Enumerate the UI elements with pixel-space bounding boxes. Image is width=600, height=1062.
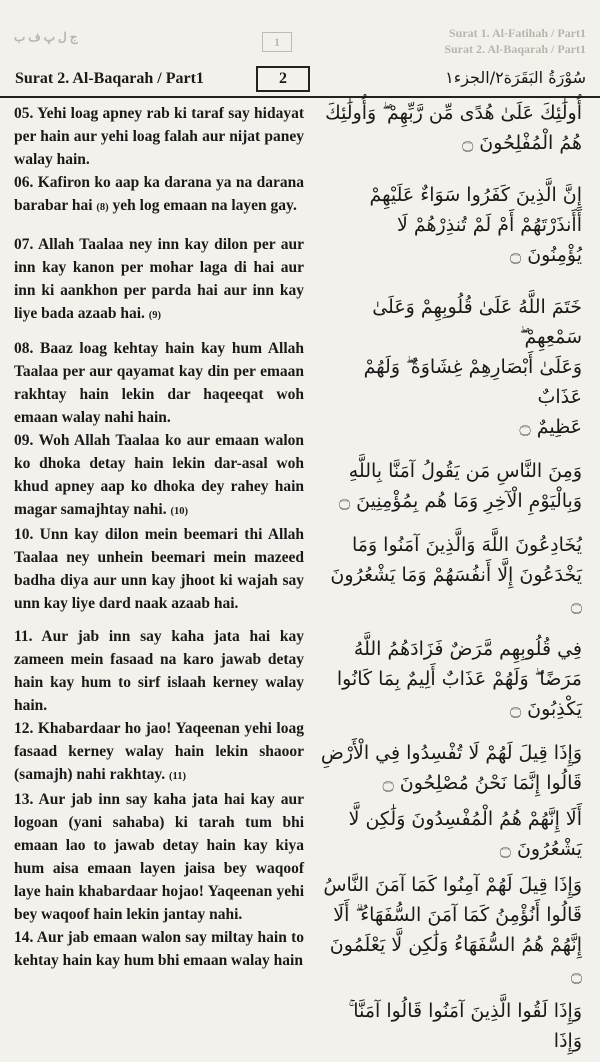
arabic-line: وَإِذَا قِيلَ لَهُمْ لَا تُفْسِدُوا فِي الْأَرْضِ xyxy=(320,742,582,764)
arabic-verse-12 xyxy=(320,804,582,864)
verse-10: 10. Unn kay dilon mein beemari thi Allah Taalaa ney unhein beemari mein mazeed badha diya aur unn kay jhoot ki wajah say unn kay liye dard naak azaab hai. xyxy=(14,526,304,612)
verse-11: 11. Aur jab inn say kaha jata hai kay zameen mein fasaad na karo jawab detay hain kay hum to sirf islaah kerney walay hain. xyxy=(14,628,304,714)
verse-13: 13. Aur jab inn say kaha jata hai kay aur logoan (yani sahaba) ki tarah tum bhi emaan lao to jawab detay hain kay kiya hum aisa emaan layen jaisa bey waqoof laye hain khabardaar hojao! Yaqeenan yehi bey waqoof hain lekin jantay nahi. xyxy=(14,791,304,923)
arabic-line: عَظِيمٌ ۝ xyxy=(519,416,582,438)
arabic-verse-11 xyxy=(320,738,582,798)
arabic-verse-13 xyxy=(320,870,582,990)
arabic-verse-9 xyxy=(320,530,582,620)
arabic-line: قَالُوا إِنَّمَا نَحْنُ مُصْلِحُونَ ۝ xyxy=(382,772,582,794)
transliteration-column xyxy=(14,102,304,972)
surah-title-arabic: سُوْرَةُ البَقَرَة٢/الجزء١ xyxy=(445,68,586,87)
verse-8: 08. Baaz loag kehtay hain kay hum Allah Taalaa per aur qayamat kay din per emaan rakhtay hain lekin dar haqeeqat woh emaan walay nahi hain. xyxy=(14,340,304,426)
arabic-verse-8 xyxy=(320,456,582,516)
arabic-verse-10 xyxy=(320,634,582,724)
verse-12: 12. Khabardaar ho jao! Yaqeenan yehi loag fasaad kerney walay hain lekin shaoor (samajh) nahi rakhtay. (11) xyxy=(14,720,304,783)
verse-5: 05. Yehi loag apney rab ki taraf say hidayat per hain aur yehi loag falah aur nijat paney walay hain. xyxy=(14,105,304,168)
arabic-line: يَخْدَعُونَ إِلَّا أَنفُسَهُمْ وَمَا يَشْعُرُونَ ۝ xyxy=(330,564,582,616)
arabic-verse-5 xyxy=(320,98,582,158)
arabic-line: أُولَٰئِكَ عَلَىٰ هُدًى مِّن رَّبِّهِمْ ۖ وَأُولَٰئِكَ xyxy=(325,102,582,124)
arabic-line: فِي قُلُوبِهِم مَّرَضٌ فَزَادَهُمُ اللَّهُ xyxy=(353,638,582,660)
arabic-line: يَشْعُرُونَ ۝ xyxy=(499,838,582,860)
bleed-through-header xyxy=(0,0,600,62)
arabic-verse-7 xyxy=(320,292,582,442)
surah-title: Surat 2. Al-Baqarah / Part1 xyxy=(15,70,204,87)
arabic-line: هُمُ الْمُفْلِحُونَ ۝ xyxy=(462,132,582,154)
arabic-line: أَلَا إِنَّهُمْ هُمُ الْمُفْسِدُونَ وَلَٰكِن لَّا xyxy=(348,808,582,830)
verse-14: 14. Aur jab emaan walon say miltay hain to kehtay hain kay hum bhi emaan walay hain xyxy=(14,929,304,969)
arabic-line: إِنَّهُمْ هُمُ السُّفَهَاءُ وَلَٰكِن لَّا يَعْلَمُونَ ۝ xyxy=(329,934,582,986)
arabic-line: وَإِذَا لَقُوا الَّذِينَ آمَنُوا قَالُوا آمَنَّا ۚ وَإِذَا xyxy=(348,1000,582,1052)
arabic-line: خَتَمَ اللَّهُ عَلَىٰ قُلُوبِهِمْ وَعَلَىٰ سَمْعِهِمْ ۖ xyxy=(372,296,582,348)
arabic-line: وَبِالْيَوْمِ الْآخِرِ وَمَا هُم بِمُؤْمِنِينَ ۝ xyxy=(338,490,582,512)
arabic-verse-14 xyxy=(320,996,582,1056)
verse-9: 09. Woh Allah Taalaa ko aur emaan walon ko dhoka detay hain lekin dar-asal woh khud apney aap ko dhoka dey rahey hain magar samajhtay nahi. (10) xyxy=(14,432,304,518)
arabic-line: قَالُوا أَنُؤْمِنُ كَمَا آمَنَ السُّفَهَاءُ ۗ أَلَا xyxy=(333,904,582,926)
ghost-text-left: ج ل پ ف ب xyxy=(14,30,78,44)
arabic-line: وَإِذَا قِيلَ لَهُمْ آمِنُوا كَمَا آمَنَ النَّاسُ xyxy=(323,874,582,896)
page-number: 2 xyxy=(256,66,310,92)
arabic-line: وَمِنَ النَّاسِ مَن يَقُولُ آمَنَّا بِاللَّهِ xyxy=(348,460,582,482)
verse-7: 07. Allah Taalaa ney inn kay dilon per aur inn kay kanon per mohar laga di hai aur inn ki aankhon per parda hai aur inn kay liye bada azaab hai. (9) xyxy=(14,236,304,322)
arabic-line: أَأَنذَرْتَهُمْ أَمْ لَمْ تُنذِرْهُمْ لَا xyxy=(397,214,582,236)
arabic-verse-6 xyxy=(320,180,582,270)
arabic-line: يُؤْمِنُونَ ۝ xyxy=(510,244,582,266)
ghost-text-right-2: Surat 2. Al-Baqarah / Part1 xyxy=(444,42,586,56)
arabic-line: إِنَّ الَّذِينَ كَفَرُوا سَوَاءٌ عَلَيْهِمْ xyxy=(369,184,582,206)
arabic-line: وَعَلَىٰ أَبْصَارِهِمْ غِشَاوَةٌ ۖ وَلَهُمْ عَذَابٌ xyxy=(363,356,582,408)
arabic-line: يَكْذِبُونَ ۝ xyxy=(510,698,582,720)
ghost-text-right-1: Surat 1. Al-Fatihah / Part1 xyxy=(449,26,586,40)
arabic-line: يُخَادِعُونَ اللَّهَ وَالَّذِينَ آمَنُوا وَمَا xyxy=(351,534,582,556)
page-header xyxy=(0,64,600,98)
ghost-page-number: 1 xyxy=(262,32,292,52)
verse-6: 06. Kafiron ko aap ka darana ya na darana barabar hai (8) yeh log emaan na layen gay. xyxy=(14,174,304,214)
arabic-line: مَرَضًا ۖ وَلَهُمْ عَذَابٌ أَلِيمٌ بِمَا كَانُوا xyxy=(336,668,582,690)
arabic-column xyxy=(320,98,582,1062)
